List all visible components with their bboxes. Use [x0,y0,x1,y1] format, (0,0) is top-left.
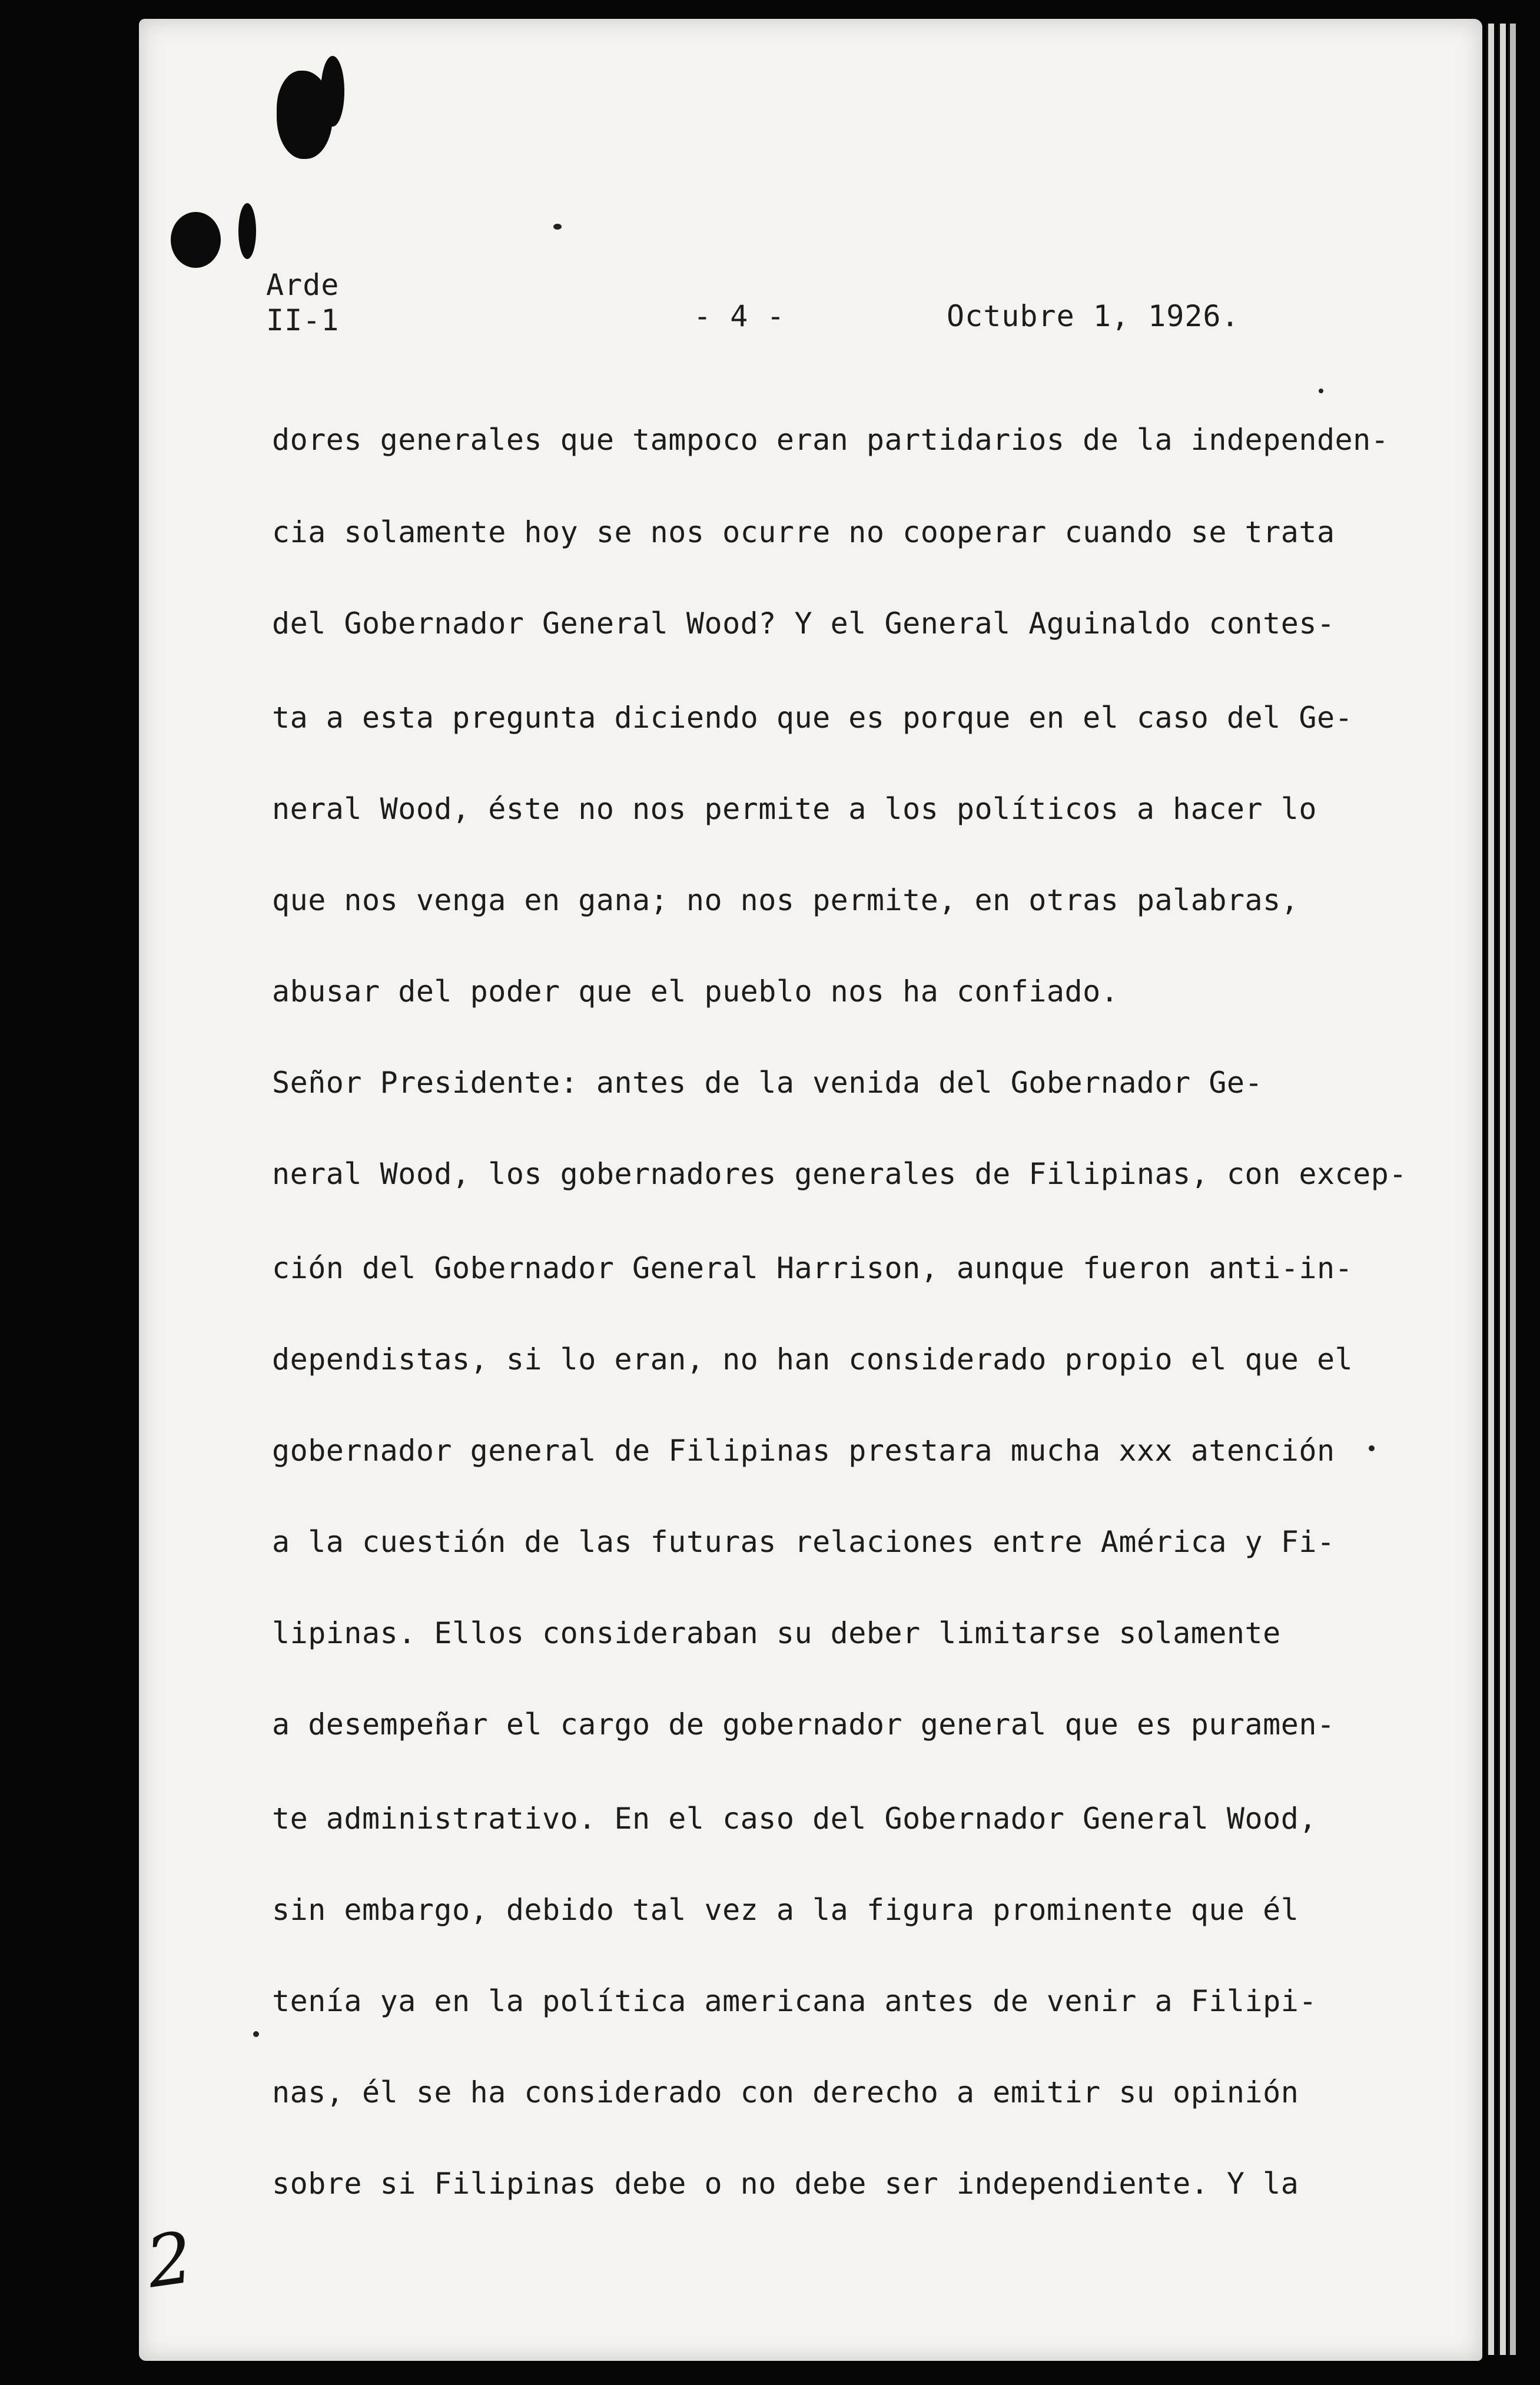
text-line: que nos venga en gana; no nos permite, en otras palabras, [272,883,1299,917]
ink-speck [1369,1445,1375,1451]
page-number: - 4 - [693,299,785,333]
text-line: dores generales que tampoco eran partidarios de la independen- [272,423,1389,457]
text-line: nas, él se ha considerado con derecho a emitir su opinión [272,2075,1299,2109]
handwritten-page-mark: 2 [141,2217,198,2304]
text-line: tenía ya en la política americana antes de venir a Filipi- [272,1984,1317,2018]
file-reference-code: II-1 [266,303,340,337]
text-line: abusar del poder que el pueblo nos ha confiado. [272,974,1119,1009]
text-line: dependistas, si lo eran, no han considerado propio el que el [272,1342,1353,1376]
paper-stack-edge [1486,24,1494,2355]
ink-blot [321,56,344,127]
text-line: gobernador general de Filipinas prestara mucha xxx atención [272,1434,1335,1468]
text-line: cia solamente hoy se nos ocurre no cooperar cuando se trata [272,515,1335,549]
text-line: sin embargo, debido tal vez a la figura prominente que él [272,1893,1299,1927]
ink-speck [253,2031,259,2037]
ink-speck [553,224,562,230]
text-line: te administrativo. En el caso del Gobernador General Wood, [272,1802,1317,1836]
file-reference: Arde [266,268,340,302]
text-line: sobre si Filipinas debe o no debe ser independiente. Y la [272,2167,1299,2201]
text-line: Señor Presidente: antes de la venida del Gobernador Ge- [272,1066,1263,1100]
ink-blot [171,212,221,268]
text-line: neral Wood, los gobernadores generales de Filipinas, con excep- [272,1157,1407,1191]
text-line: ción del Gobernador General Harrison, aunque fueron anti-in- [272,1251,1353,1285]
ink-speck [1319,389,1323,393]
ink-blot [238,203,256,259]
paper-stack-edge [1508,24,1516,2355]
document-date: Octubre 1, 1926. [947,299,1240,333]
text-line: lipinas. Ellos consideraban su deber limitarse solamente [272,1616,1281,1650]
text-line: neral Wood, éste no nos permite a los políticos a hacer lo [272,792,1317,826]
text-line: a la cuestión de las futuras relaciones entre América y Fi- [272,1525,1335,1559]
text-line: a desempeñar el cargo de gobernador general que es puramen- [272,1707,1335,1742]
paper-stack-edge [1498,24,1506,2355]
text-line: ta a esta pregunta diciendo que es porque en el caso del Ge- [272,701,1353,735]
text-line: del Gobernador General Wood? Y el General Aguinaldo contes- [272,606,1335,641]
